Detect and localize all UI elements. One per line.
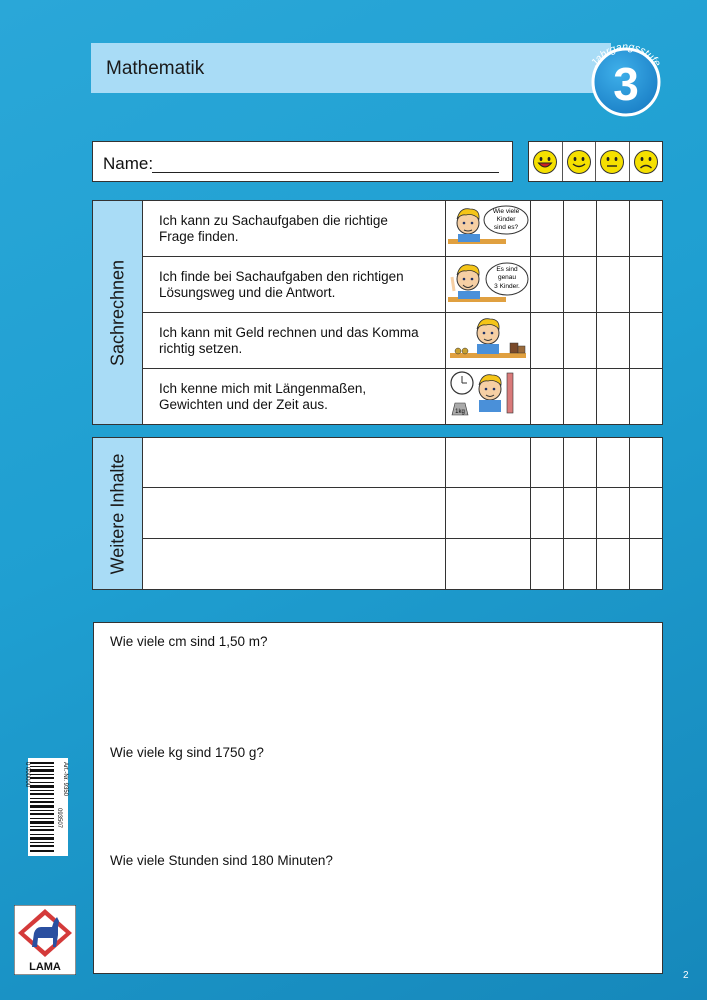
section-label-cell xyxy=(93,438,143,590)
happy-smiley-icon xyxy=(566,149,592,175)
name-input-line[interactable] xyxy=(152,172,499,173)
rating-cell[interactable] xyxy=(531,539,564,590)
sachrechnen-table xyxy=(92,200,663,425)
rating-cell[interactable] xyxy=(531,257,564,313)
empty-text-cell[interactable] xyxy=(143,438,446,488)
grade-badge xyxy=(580,40,672,118)
question-box[interactable] xyxy=(93,622,663,974)
section-label-cell xyxy=(93,201,143,425)
bubble-text: genau xyxy=(497,274,517,281)
competency-text: Ich finde bei Sachaufgaben den richtigen Lösungsweg und die Antwort. xyxy=(143,257,446,313)
rating-cell[interactable] xyxy=(630,313,663,369)
measures-boy-illustration xyxy=(446,369,530,419)
question-3: Wie viele Stunden sind 180 Minuten? xyxy=(110,853,333,868)
page-number: 2 xyxy=(683,970,689,981)
ruler-icon xyxy=(507,373,513,413)
rating-cell[interactable] xyxy=(564,488,597,539)
empty-picture-cell xyxy=(446,488,531,539)
rating-cell[interactable] xyxy=(564,201,597,257)
answering-boy-illustration xyxy=(446,257,530,307)
page-title: Mathematik xyxy=(106,58,205,79)
lama-logo xyxy=(14,905,76,975)
barcode-number-top: 0 000000 xyxy=(24,762,30,788)
rating-cell[interactable] xyxy=(531,438,564,488)
rating-column-very-happy xyxy=(529,142,562,181)
barcode xyxy=(14,758,76,856)
table-row xyxy=(93,438,663,488)
illustration-cell xyxy=(446,201,531,257)
section-title-sachrechnen: Sachrechnen xyxy=(107,259,127,366)
logo-text: LAMA xyxy=(29,961,61,973)
rating-header xyxy=(528,141,663,182)
grade-caption: Jahrgangsstufe xyxy=(588,40,664,69)
question-1: Wie viele cm sind 1,50 m? xyxy=(110,634,268,649)
rating-cell[interactable] xyxy=(630,257,663,313)
empty-text-cell[interactable] xyxy=(143,539,446,590)
rating-cell[interactable] xyxy=(564,539,597,590)
name-box xyxy=(92,141,513,182)
thinking-boy-illustration xyxy=(446,201,530,251)
competency-text: Ich kann zu Sachaufgaben die richtige Frage finden. xyxy=(143,201,446,257)
weight-label: 1kg xyxy=(455,409,465,415)
rating-column-neutral xyxy=(595,142,629,181)
table-row xyxy=(93,539,663,590)
competency-text: Ich kenne mich mit Längenmaßen, Gewichten und der Zeit aus. xyxy=(143,369,446,425)
rating-cell[interactable] xyxy=(531,201,564,257)
rating-cell[interactable] xyxy=(597,539,630,590)
bubble-text: Kinder xyxy=(496,216,516,223)
neutral-smiley-icon xyxy=(599,149,625,175)
illustration-cell xyxy=(446,369,531,425)
rating-column-happy xyxy=(562,142,596,181)
rating-cell[interactable] xyxy=(564,257,597,313)
rating-cell[interactable] xyxy=(630,539,663,590)
rating-cell[interactable] xyxy=(531,369,564,425)
name-label: Name: xyxy=(103,154,154,173)
bubble-text: sind es? xyxy=(493,224,519,231)
rating-cell[interactable] xyxy=(564,369,597,425)
competency-text: Ich kann mit Geld rechnen und das Komma richtig setzen. xyxy=(143,313,446,369)
bubble-text: Wie viele xyxy=(492,208,520,215)
rating-cell[interactable] xyxy=(564,313,597,369)
rating-cell[interactable] xyxy=(597,488,630,539)
section-title-weitere-inhalte: Weitere Inhalte xyxy=(107,453,127,574)
rating-cell[interactable] xyxy=(630,438,663,488)
rating-cell[interactable] xyxy=(630,369,663,425)
rating-column-sad xyxy=(629,142,663,181)
bubble-text: Es sind xyxy=(496,266,518,273)
table-row xyxy=(93,488,663,539)
rating-cell[interactable] xyxy=(597,438,630,488)
empty-picture-cell xyxy=(446,438,531,488)
bubble-text: 3 Kinder. xyxy=(494,283,520,290)
money-boy-illustration xyxy=(446,313,530,363)
barcode-number-bottom: 093507 xyxy=(56,808,62,829)
illustration-cell xyxy=(446,313,531,369)
rating-cell[interactable] xyxy=(630,201,663,257)
table-row xyxy=(93,257,663,313)
table-row xyxy=(93,313,663,369)
question-2: Wie viele kg sind 1750 g? xyxy=(110,745,264,760)
illustration-cell xyxy=(446,257,531,313)
rating-cell[interactable] xyxy=(597,313,630,369)
rating-cell[interactable] xyxy=(597,369,630,425)
rating-cell[interactable] xyxy=(531,313,564,369)
table-row xyxy=(93,369,663,425)
sad-smiley-icon xyxy=(633,149,659,175)
rating-cell[interactable] xyxy=(597,201,630,257)
rating-cell[interactable] xyxy=(630,488,663,539)
empty-text-cell[interactable] xyxy=(143,488,446,539)
rating-cell[interactable] xyxy=(531,488,564,539)
table-row xyxy=(93,201,663,257)
empty-picture-cell xyxy=(446,539,531,590)
rating-cell[interactable] xyxy=(564,438,597,488)
rating-cell[interactable] xyxy=(597,257,630,313)
article-number: Art.-Nr. 9350 xyxy=(62,762,68,797)
weitere-inhalte-table xyxy=(92,437,663,590)
grade-number: 3 xyxy=(613,58,639,110)
very-happy-smiley-icon xyxy=(532,149,558,175)
